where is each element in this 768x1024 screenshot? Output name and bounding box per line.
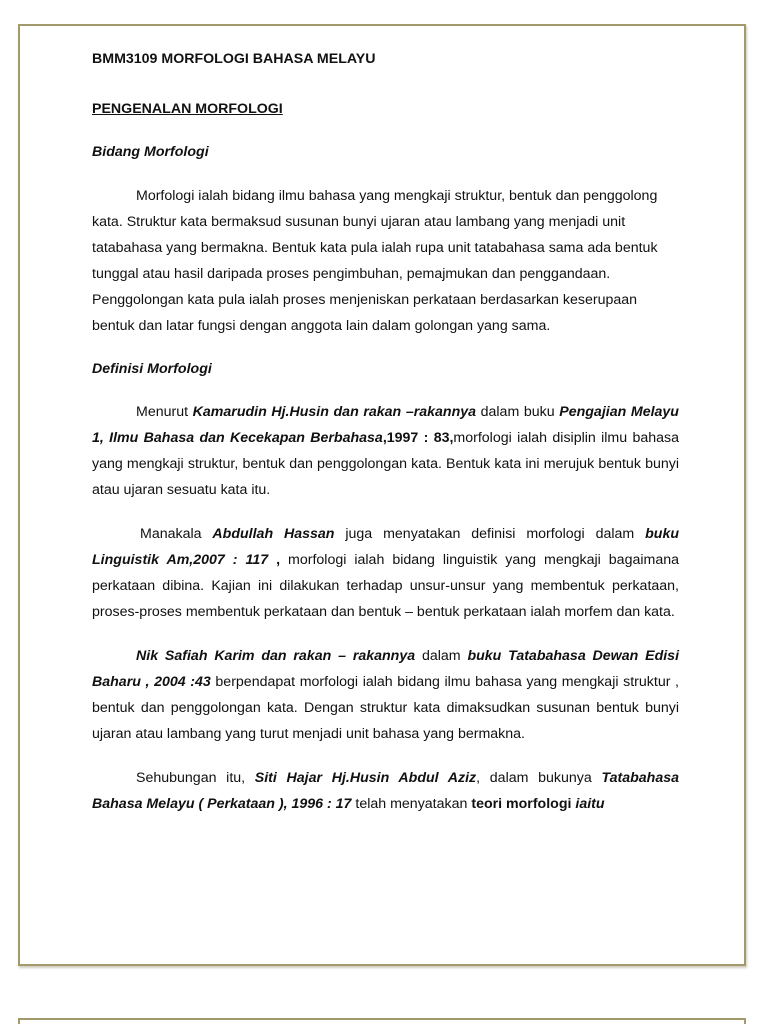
- book-title: buku Linguistik Am,2007 : 117: [92, 526, 680, 568]
- text-run: telah menyatakan: [351, 796, 472, 812]
- book-title: Tatabahasa Bahasa Melayu ( Perkataan ), 1996 : 17: [92, 770, 679, 812]
- paragraph-kamarudin: [92, 399, 679, 503]
- bold-term: teori morfologi: [471, 796, 572, 812]
- text-run: dalam: [415, 648, 468, 664]
- page-content: [92, 46, 679, 817]
- text-run: Menurut: [136, 404, 193, 420]
- paragraph-abdullah: [92, 521, 679, 625]
- text-run: Sehubungan itu,: [136, 770, 255, 786]
- author-name: Kamarudin Hj.Husin dan rakan –rakannya: [192, 404, 477, 420]
- course-title: BMM3109 MORFOLOGI BAHASA MELAYU: [92, 51, 376, 67]
- section-title: PENGENALAN MORFOLOGI: [92, 101, 283, 117]
- author-name: Nik Safiah Karim dan rakan – rakannya: [136, 648, 416, 664]
- text-run: juga menyatakan definisi morfologi dalam: [334, 526, 646, 542]
- text-run: morfologi ialah bidang linguistik yang mengkaji bagaimana perkataan dibina. Kajian ini dilakukan terhadap unsur-unsur yang membentuk perkataan, proses-proses membentuk perkataan dan bentuk – bentuk perkataan ialah morfem dan kata.: [92, 552, 679, 620]
- next-page: [18, 1018, 746, 1024]
- document-page: [18, 24, 746, 966]
- paragraph-bidang-morfologi: Morfologi ialah bidang ilmu bahasa yang mengkaji struktur, bentuk dan penggolong kata. Struktur kata bermaksud susunan bunyi ujaran atau lambang yang menjadi unit tatabahasa yang bermakna. Bentuk kata pula ialah rupa unit tatabahasa sama ada bentuk tunggal atau hasil daripada proses pengimbuhan, pemajmukan dan penggandaan. Penggolongan kata pula ialah proses menjeniskan perkataan berdasarkan keserupaan bentuk dan latar fungsi dengan anggota lain dalam golongan yang sama.: [92, 188, 658, 334]
- paragraph-siti-hajar: [92, 765, 679, 817]
- book-title: buku Tatabahasa Dewan Edisi Baharu , 2004 :43: [92, 648, 680, 690]
- text-run: , dalam bukunya: [476, 770, 602, 786]
- author-name: Abdullah Hassan: [212, 526, 335, 542]
- author-name: Siti Hajar Hj.Husin Abdul Aziz: [254, 770, 477, 786]
- book-title: Pengajian Melayu 1, Ilmu Bahasa dan Kecekapan Berbahasa: [92, 404, 679, 446]
- text-run: berpendapat morfologi ialah bidang ilmu bahasa yang mengkaji struktur , bentuk dan penggolongan kata. Dengan struktur kata dimaksudkan susunan bentuk bunyi ujaran atau lambang yang turut menjadi unit bahasa yang bermakna.: [92, 674, 680, 742]
- text-run: dalam buku: [476, 404, 560, 420]
- text-run: Manakala: [140, 526, 213, 542]
- paragraph-nik-safiah: [92, 643, 679, 747]
- subheading-bidang-morfologi: Bidang Morfologi: [92, 144, 209, 160]
- italic-term: iaitu: [575, 796, 605, 812]
- book-reference: ,: [268, 552, 289, 568]
- book-reference: ,1997 : 83,: [382, 430, 454, 446]
- text-run: morfologi ialah disiplin ilmu bahasa yang mengkaji struktur, bentuk dan penggolongan kata. Bentuk kata ini merujuk bentuk bunyi atau ujaran sesuatu kata itu.: [92, 430, 679, 498]
- subheading-definisi-morfologi: Definisi Morfologi: [92, 361, 212, 377]
